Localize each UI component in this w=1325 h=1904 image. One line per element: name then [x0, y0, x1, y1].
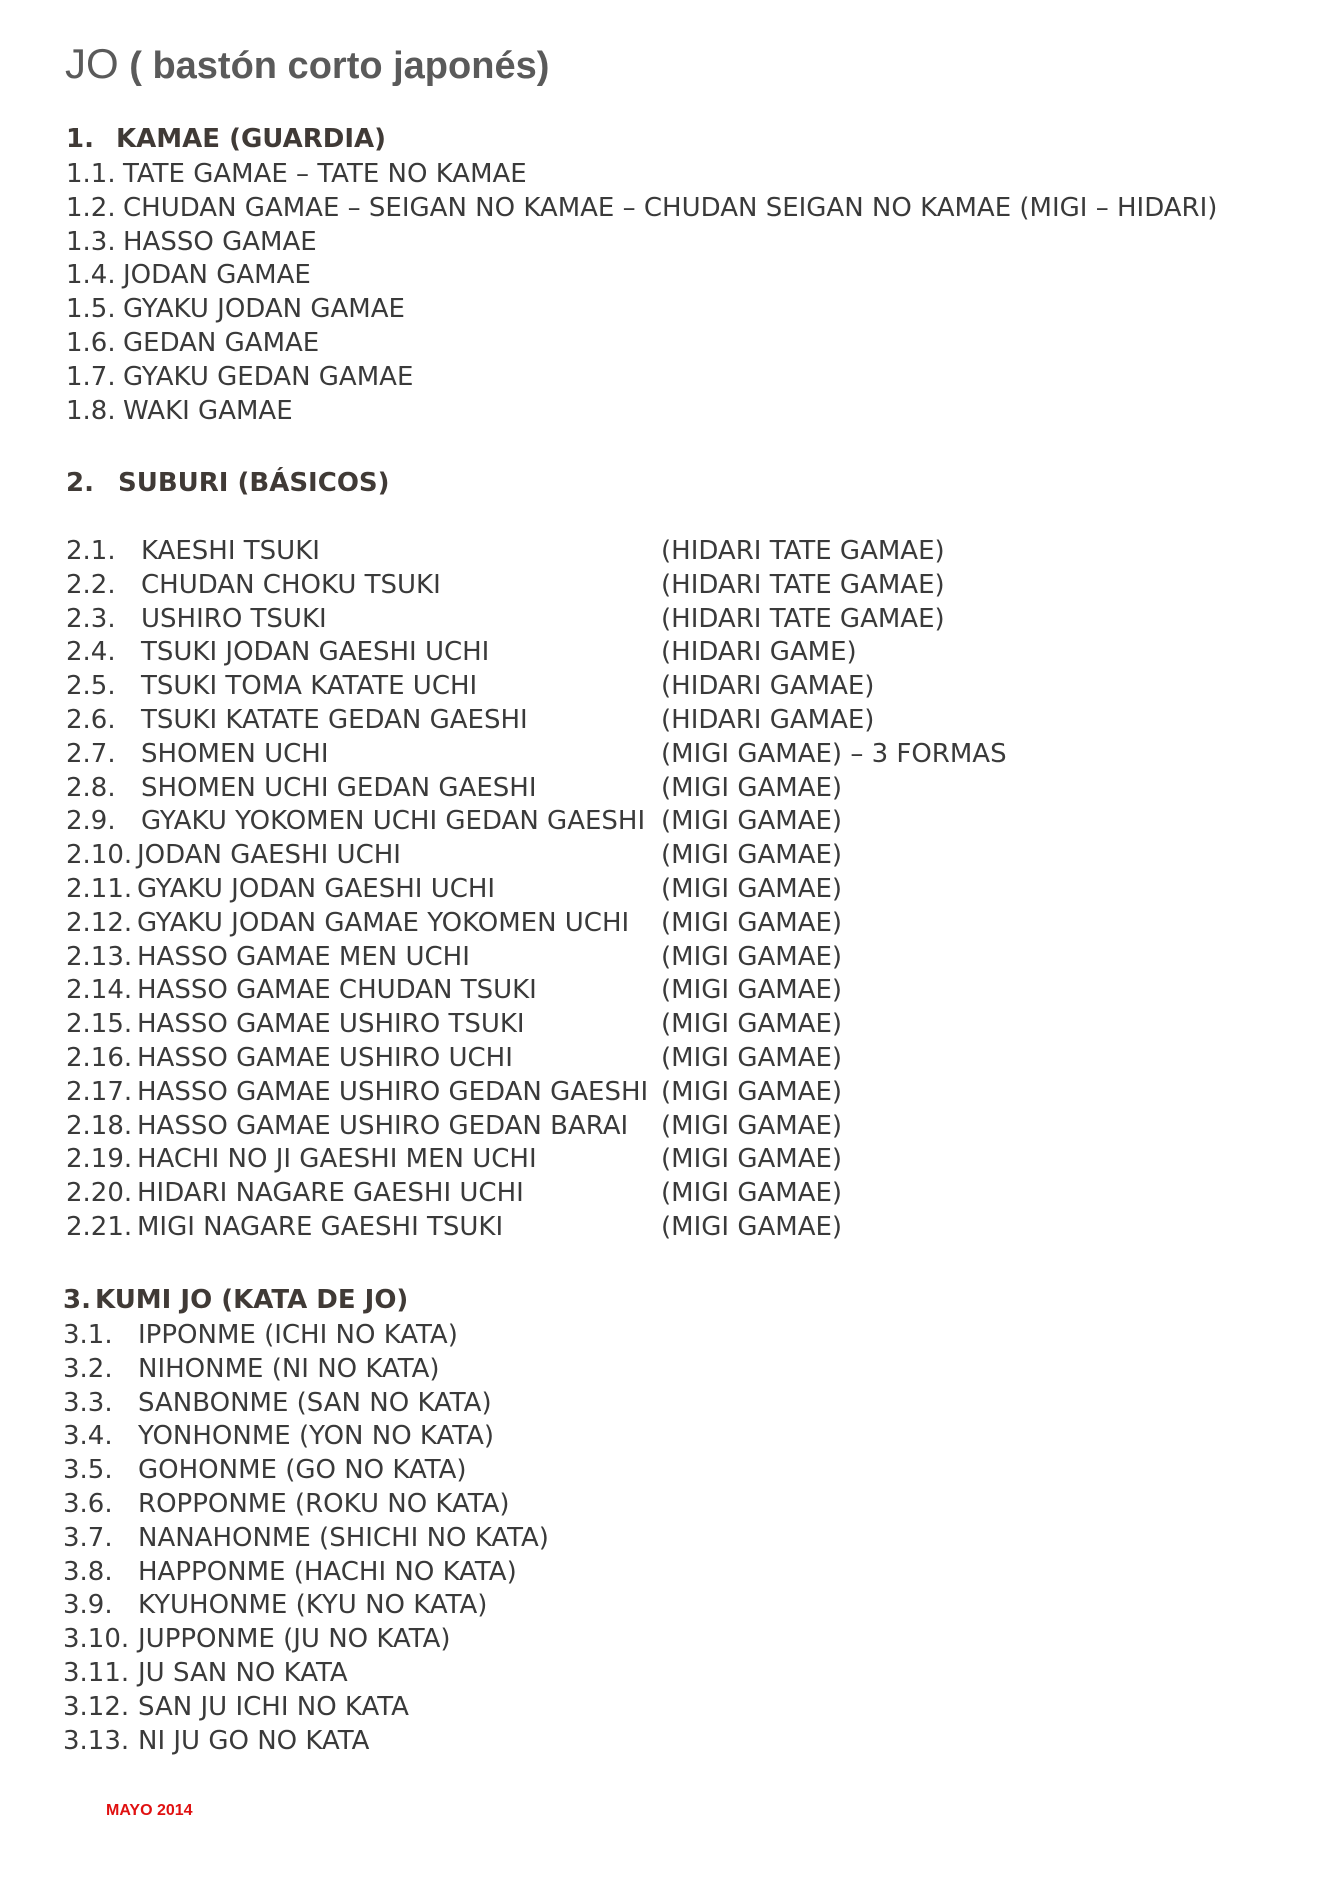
section-3-number: 3.	[63, 1285, 91, 1315]
item-guard-note: (HIDARI GAMAE)	[661, 671, 875, 702]
item-number: 2.1.	[66, 536, 116, 566]
item-label: NIHONME (NI NO KATA)	[138, 1353, 440, 1384]
item-label: SHOMEN UCHI GEDAN GAESHI	[141, 772, 537, 803]
item-guard-note: (MIGI GAMAE)	[661, 941, 843, 972]
item-label: GOHONME (GO NO KATA)	[138, 1455, 467, 1486]
list-item	[66, 192, 1217, 226]
item-number: 2.5.	[66, 671, 116, 702]
item-guard-note: (MIGI GAMAE)	[661, 1042, 843, 1073]
item-number: 2.15.	[66, 1009, 133, 1040]
item-number: 3.5.	[63, 1455, 113, 1486]
list-item	[63, 1488, 549, 1522]
item-guard-note: (MIGI GAMAE)	[661, 975, 843, 1006]
item-number: 3.2.	[63, 1353, 113, 1384]
list-item	[66, 1076, 843, 1110]
list-item	[66, 670, 875, 704]
item-number: 2.3.	[66, 603, 116, 634]
item-guard-note: (MIGI GAMAE)	[661, 806, 843, 837]
item-number: 3.8.	[63, 1556, 113, 1587]
item-number: 3.9.	[63, 1590, 113, 1621]
item-label: TATE GAMAE – TATE NO KAMAE	[123, 159, 527, 189]
item-number: 2.6.	[66, 704, 116, 735]
item-guard-note: (MIGI GAMAE)	[661, 1144, 843, 1175]
item-number: 1.6.	[66, 327, 116, 358]
item-label: GYAKU YOKOMEN UCHI GEDAN GAESHI	[141, 806, 646, 837]
item-number: 3.6.	[63, 1488, 113, 1519]
item-guard-note: (MIGI GAMAE) – 3 FORMAS	[661, 738, 1007, 769]
list-item	[63, 1623, 549, 1657]
item-label: IPPONME (ICHI NO KATA)	[138, 1320, 458, 1350]
item-label: HAPPONME (HACHI NO KATA)	[138, 1556, 517, 1587]
item-guard-note: (MIGI GAMAE)	[661, 1178, 843, 1209]
list-item	[63, 1420, 549, 1454]
item-number: 2.2.	[66, 569, 116, 600]
item-label: CHUDAN GAMAE – SEIGAN NO KAMAE – CHUDAN SEIGAN NO KAMAE (MIGI – HIDARI)	[123, 192, 1218, 223]
section-1-list	[66, 158, 1217, 428]
section-1-heading	[66, 124, 386, 154]
item-number: 2.14.	[66, 975, 133, 1006]
item-label: SHOMEN UCHI	[141, 738, 329, 769]
item-label: JU SAN NO KATA	[138, 1657, 348, 1688]
list-item	[63, 1454, 549, 1488]
item-label: HACHI NO JI GAESHI MEN UCHI	[137, 1144, 537, 1175]
item-label: TSUKI TOMA KATATE UCHI	[141, 671, 478, 702]
item-number: 3.3.	[63, 1387, 113, 1418]
section-3-heading	[63, 1285, 408, 1315]
item-number: 3.10.	[63, 1624, 130, 1655]
list-item	[66, 259, 1217, 293]
item-label: GYAKU JODAN GAMAE YOKOMEN UCHI	[137, 907, 630, 938]
section-3-title: KUMI JO (KATA DE JO)	[95, 1285, 409, 1315]
item-guard-note: (MIGI GAMAE)	[661, 840, 843, 871]
item-label: HASSO GAMAE USHIRO TSUKI	[137, 1009, 525, 1040]
list-item	[66, 974, 843, 1008]
section-2-heading	[66, 468, 390, 498]
item-number: 1.1.	[66, 159, 116, 189]
item-number: 3.1.	[63, 1320, 113, 1350]
item-number: 2.7.	[66, 738, 116, 769]
item-label: USHIRO TSUKI	[141, 603, 327, 634]
item-guard-note: (HIDARI TATE GAMAE)	[661, 569, 945, 600]
item-number: 3.13.	[63, 1725, 130, 1756]
list-item	[66, 1042, 843, 1076]
item-label: MIGI NAGARE GAESHI TSUKI	[137, 1211, 504, 1242]
item-label: JUPPONME (JU NO KATA)	[138, 1624, 451, 1655]
item-number: 2.9.	[66, 806, 116, 837]
list-item	[63, 1691, 549, 1725]
item-label: HASSO GAMAE USHIRO GEDAN GAESHI	[137, 1076, 649, 1107]
item-label: HASSO GAMAE	[123, 226, 317, 257]
list-item	[66, 603, 945, 637]
item-guard-note: (MIGI GAMAE)	[661, 772, 843, 803]
footer-date: MAYO 2014	[106, 1802, 193, 1819]
section-2-title: SUBURI (BÁSICOS)	[118, 468, 390, 498]
list-item	[63, 1556, 549, 1590]
item-number: 2.19.	[66, 1144, 133, 1175]
item-number: 2.18.	[66, 1110, 133, 1141]
item-number: 1.3.	[66, 226, 116, 257]
item-label: HASSO GAMAE CHUDAN TSUKI	[137, 975, 537, 1006]
list-item	[66, 569, 945, 603]
list-item	[66, 907, 843, 941]
item-label: GEDAN GAMAE	[123, 327, 320, 358]
item-number: 2.21.	[66, 1211, 133, 1242]
list-item	[63, 1353, 549, 1387]
item-guard-note: (MIGI GAMAE)	[661, 1110, 843, 1141]
item-label: KYUHONME (KYU NO KATA)	[138, 1590, 488, 1621]
item-label: KAESHI TSUKI	[141, 536, 320, 566]
item-number: 3.4.	[63, 1421, 113, 1452]
list-item	[66, 839, 843, 873]
item-label: HASSO GAMAE MEN UCHI	[137, 941, 470, 972]
list-item	[66, 327, 1217, 361]
list-item	[63, 1725, 549, 1759]
section-2-number: 2.	[66, 468, 94, 498]
item-guard-note: (HIDARI GAMAE)	[661, 704, 875, 735]
item-number: 2.13.	[66, 941, 133, 972]
list-item	[66, 636, 857, 670]
list-item	[66, 873, 843, 907]
list-item	[66, 704, 875, 738]
item-number: 2.17.	[66, 1076, 133, 1107]
list-item	[66, 1177, 843, 1211]
item-label: NANAHONME (SHICHI NO KATA)	[138, 1522, 549, 1553]
list-item	[66, 1110, 843, 1144]
item-guard-note: (MIGI GAMAE)	[661, 1009, 843, 1040]
item-guard-note: (HIDARI TATE GAMAE)	[661, 603, 945, 634]
item-label: SAN JU ICHI NO KATA	[138, 1691, 409, 1722]
list-item	[66, 293, 1217, 327]
document-title	[65, 40, 549, 88]
item-number: 1.5.	[66, 294, 116, 325]
list-item	[66, 1143, 843, 1177]
list-item	[63, 1319, 549, 1353]
item-number: 3.7.	[63, 1522, 113, 1553]
item-guard-note: (HIDARI GAME)	[661, 637, 857, 668]
list-item	[66, 941, 843, 975]
item-label: HIDARI NAGARE GAESHI UCHI	[137, 1178, 524, 1209]
section-1-number: 1.	[66, 124, 94, 154]
item-guard-note: (MIGI GAMAE)	[661, 1211, 843, 1242]
item-number: 2.4.	[66, 637, 116, 668]
item-label: SANBONME (SAN NO KATA)	[138, 1387, 492, 1418]
item-number: 2.16.	[66, 1042, 133, 1073]
item-label: HASSO GAMAE USHIRO GEDAN BARAI	[137, 1110, 629, 1141]
item-number: 2.20.	[66, 1178, 133, 1209]
item-number: 1.4.	[66, 260, 116, 291]
list-item	[66, 805, 843, 839]
list-item	[66, 1211, 843, 1245]
item-number: 2.12.	[66, 907, 133, 938]
item-number: 1.7.	[66, 361, 116, 392]
section-1-title: KAMAE (GUARDIA)	[116, 124, 387, 154]
list-item	[63, 1589, 549, 1623]
item-number: 2.10.	[66, 840, 133, 871]
list-item	[63, 1522, 549, 1556]
item-number: 3.11.	[63, 1657, 130, 1688]
item-label: CHUDAN CHOKU TSUKI	[141, 569, 441, 600]
item-guard-note: (MIGI GAMAE)	[661, 1076, 843, 1107]
item-label: GYAKU JODAN GAMAE	[123, 294, 405, 325]
item-number: 3.12.	[63, 1691, 130, 1722]
list-item	[66, 226, 1217, 260]
list-item	[63, 1657, 549, 1691]
list-item	[66, 772, 843, 806]
item-label: ROPPONME (ROKU NO KATA)	[138, 1488, 510, 1519]
list-item	[66, 395, 1217, 429]
list-item	[66, 158, 1217, 192]
section-3-list	[63, 1319, 549, 1758]
title-subtitle: ( bastón corto japonés)	[118, 45, 550, 87]
item-label: WAKI GAMAE	[123, 395, 293, 426]
item-guard-note: (HIDARI TATE GAMAE)	[661, 536, 945, 566]
item-label: GYAKU GEDAN GAMAE	[123, 361, 414, 392]
item-number: 2.8.	[66, 772, 116, 803]
item-label: JODAN GAMAE	[123, 260, 311, 291]
item-label: GYAKU JODAN GAESHI UCHI	[137, 873, 496, 904]
list-item	[66, 535, 945, 569]
list-item	[66, 738, 1007, 772]
item-label: JODAN GAESHI UCHI	[137, 840, 401, 871]
title-main: JO	[65, 40, 119, 87]
item-label: TSUKI JODAN GAESHI UCHI	[141, 637, 490, 668]
item-label: NI JU GO NO KATA	[138, 1725, 370, 1756]
section-2-list	[66, 535, 1007, 1245]
item-guard-note: (MIGI GAMAE)	[661, 873, 843, 904]
list-item	[66, 361, 1217, 395]
item-guard-note: (MIGI GAMAE)	[661, 907, 843, 938]
item-label: YONHONME (YON NO KATA)	[138, 1421, 495, 1452]
list-item	[63, 1387, 549, 1421]
list-item	[66, 1008, 843, 1042]
item-number: 2.11.	[66, 873, 133, 904]
item-label: TSUKI KATATE GEDAN GAESHI	[141, 704, 528, 735]
item-number: 1.8.	[66, 395, 116, 426]
item-number: 1.2.	[66, 192, 116, 223]
item-label: HASSO GAMAE USHIRO UCHI	[137, 1042, 513, 1073]
